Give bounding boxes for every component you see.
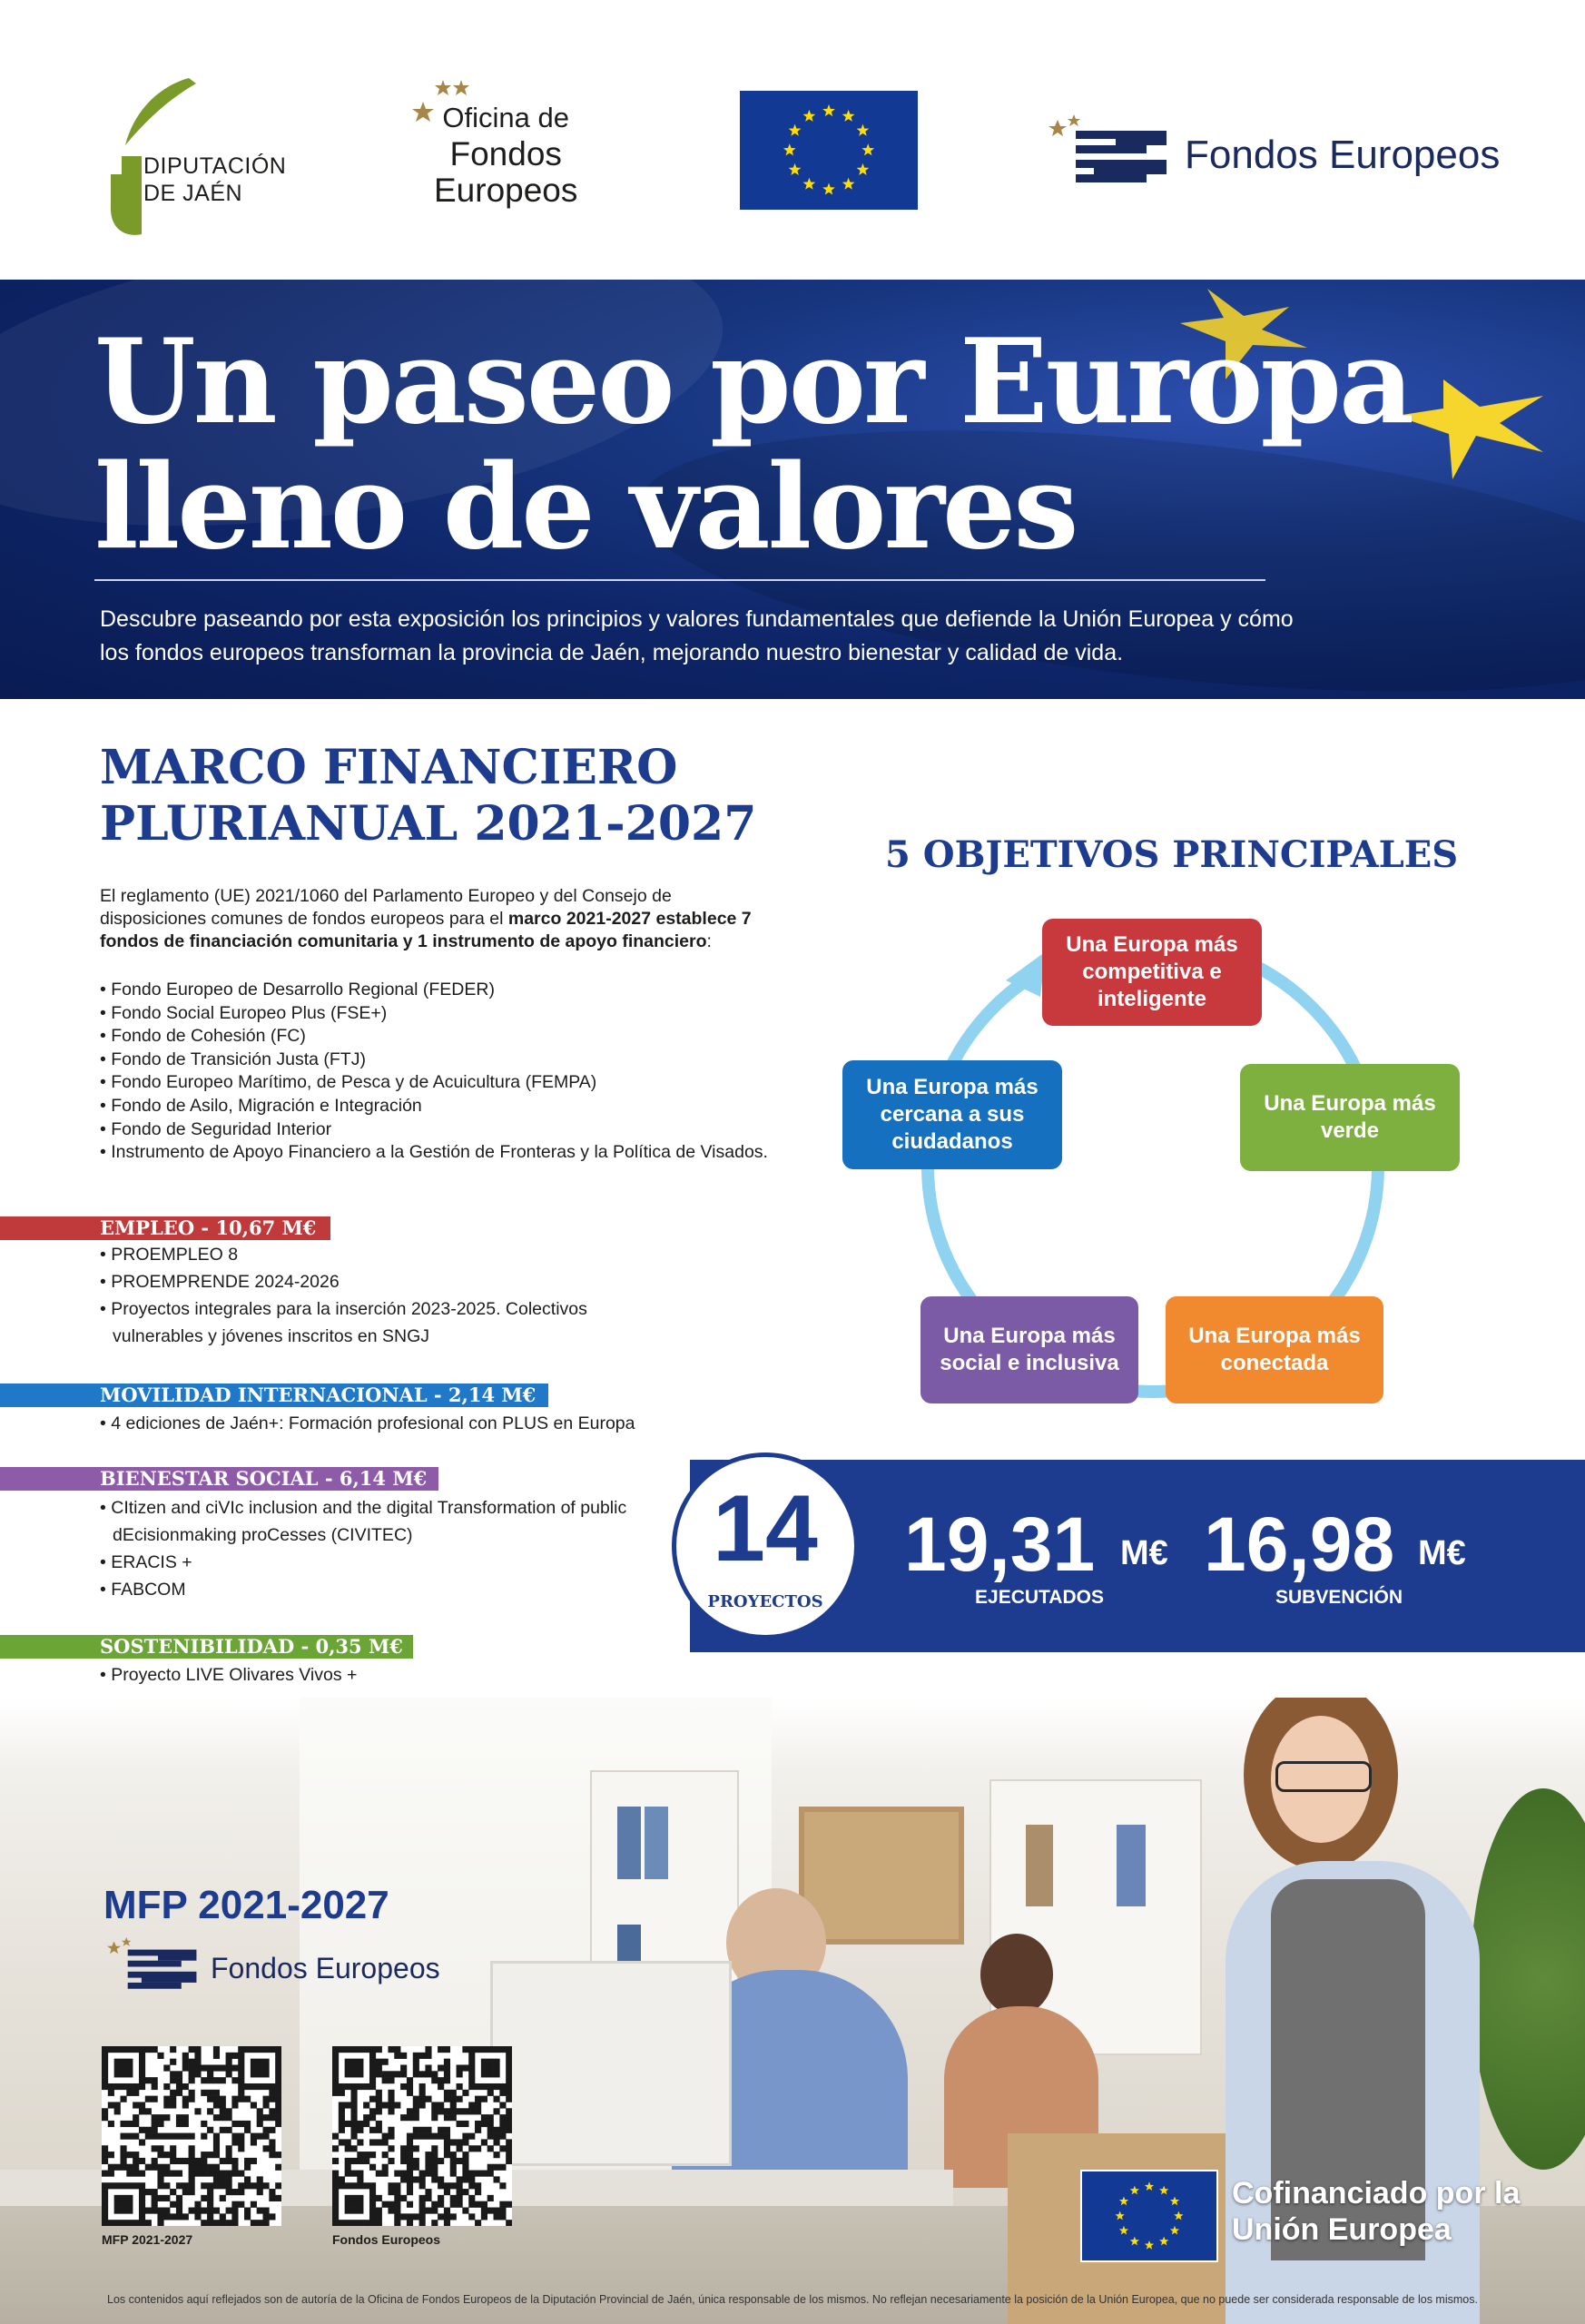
objective-social: Una Europa más social e inclusiva [920,1296,1138,1403]
list-item: • Fondo de Asilo, Migración e Integración [100,1095,422,1116]
diputacion-line1: DIPUTACIÓN [143,153,287,179]
qr2-label: Fondos Europeos [332,2232,440,2247]
fondos-europeos-logo-icon [107,1934,203,1997]
oficina-line2: Fondos [449,135,562,172]
intro-bold: marco 2021-2027 establece 7 fondos de financiación comunitaria y 1 instrumento de apoyo financiero [100,909,752,951]
grant-unit: M€ [1418,1534,1466,1572]
list-item: • CItizen and ciVIc inclusion and the digital Transformation of public dEcisionmaking proCesses (CIVITEC) [100,1498,627,1545]
intro-text: El reglamento (UE) 2021/1060 del Parlamento Europeo y del Consejo de disposiciones comunes de fondos europeos para el [100,886,672,929]
oficina-line1: Oficina de [442,102,569,133]
executed-label: EJECUTADOS [975,1587,1104,1608]
qr1-label: MFP 2021-2027 [102,2232,193,2247]
list-item: • PROEMPLEO 8 [100,1245,239,1265]
category-label-empleo: EMPLEO - 10,67 M€ [100,1216,317,1239]
list-item: • 4 ediciones de Jaén+: Formación profesional con PLUS en Europa [100,1413,635,1433]
mfp-intro [100,885,772,953]
hero-title-line1: Un paseo por Europa [94,314,1412,450]
list-item: • Instrumento de Apoyo Financiero a la Gestión de Fronteras y la Política de Visados. [100,1142,768,1163]
mfp-bottom-title: MFP 2021-2027 [103,1883,389,1927]
executed-value: 19,31 [904,1502,1096,1587]
qr-code-icon[interactable] [332,2046,512,2226]
oficina-line3: Europeos [434,172,578,209]
category-label-bienestar: BIENESTAR SOCIAL - 6,14 M€ [100,1467,428,1490]
mfp-title-line2: PLURIANUAL 2021-2027 [100,796,757,852]
category-list-empleo [100,1241,663,1350]
fund-list [100,979,790,1165]
hero-divider [94,579,1265,581]
mfp-title [100,740,756,852]
eu-flag-icon [740,91,918,210]
hero-subtitle: Descubre paseando por esta exposición los principios y valores fundamentales que defiende la Unión Europea y cómo los fondos europeos transforman la provincia de Jaén, mejorando nuestro bienestar y calidad de vida. [100,606,1294,665]
list-item: • Fondo Europeo Marítimo, de Pesca y de Acuicultura (FEMPA) [100,1072,597,1093]
objective-cercana: Una Europa más cercana a sus ciudadanos [842,1060,1062,1169]
list-item: • Fondo de Cohesión (FC) [100,1026,306,1047]
category-label-movilidad: MOVILIDAD INTERNACIONAL - 2,14 M€ [100,1384,537,1406]
footer-disclaimer: Los contenidos aquí reflejados son de autoría de la Oficina de Fondos Europeos de la Diputación Provincial de Jaén, única responsable de los mismos. No reflejan necesariamente la posición de la Unión Europea, que no puede ser considerada responsable de los mismos. [107,2293,1478,2306]
list-item: • FABCOM [100,1580,186,1600]
executed-unit: M€ [1120,1534,1168,1572]
oficina-fondos-europeos-logo [434,100,577,209]
objectives-title: 5 OBJETIVOS PRINCIPALES [885,833,1459,876]
hero-title-line2: lleno de valores [94,439,1077,576]
qr-code-icon[interactable] [102,2046,281,2226]
list-item: • Proyectos integrales para la inserción 2023-2025. Colectivos vulnerables y jóvenes inscritos en SNGJ [100,1299,587,1346]
category-list-sostenibilidad [100,1661,681,1689]
objective-competitiva: Una Europa más competitiva e inteligente [1042,919,1262,1026]
projects-label: PROYECTOS [707,1592,823,1611]
fondos-europeos-logo-icon [1048,111,1176,192]
category-list-bienestar [100,1494,681,1603]
list-item: • Fondo de Transición Justa (FTJ) [100,1049,366,1069]
diputacion-line2: DE JAÉN [143,181,243,206]
cofinanciado-text: Cofinanciado por la Unión Europea [1232,2176,1521,2247]
list-item: • Proyecto LIVE Olivares Vivos + [100,1665,358,1685]
eu-flag-icon [1080,2170,1218,2262]
list-item: • PROEMPRENDE 2024-2026 [100,1272,340,1292]
list-item: • ERACIS + [100,1552,192,1572]
mfp-title-line1: MARCO FINANCIERO [100,740,678,795]
grant-label: SUBVENCIÓN [1275,1587,1403,1608]
hero-banner [0,280,1585,699]
list-item: • Fondo Social Europeo Plus (FSE+) [100,1002,388,1023]
objective-conectada: Una Europa más conectada [1166,1296,1383,1403]
category-list-movilidad [100,1410,735,1437]
objective-verde: Una Europa más verde [1240,1064,1460,1171]
fondos-europeos-brand: Fondos Europeos [1185,133,1501,177]
intro-end: : [706,931,712,951]
fondos-europeos-bottom-brand: Fondos Europeos [211,1952,440,1984]
category-label-sostenibilidad: SOSTENIBILIDAD - 0,35 M€ [100,1635,403,1658]
projects-count: 14 [713,1476,818,1581]
list-item: • Fondo Europeo de Desarrollo Regional (FEDER) [100,980,495,1000]
grant-value: 16,98 [1204,1502,1395,1587]
hero-title [94,314,1412,576]
list-item: • Fondo de Seguridad Interior [100,1118,332,1139]
diputacion-jaen-name [143,153,286,207]
